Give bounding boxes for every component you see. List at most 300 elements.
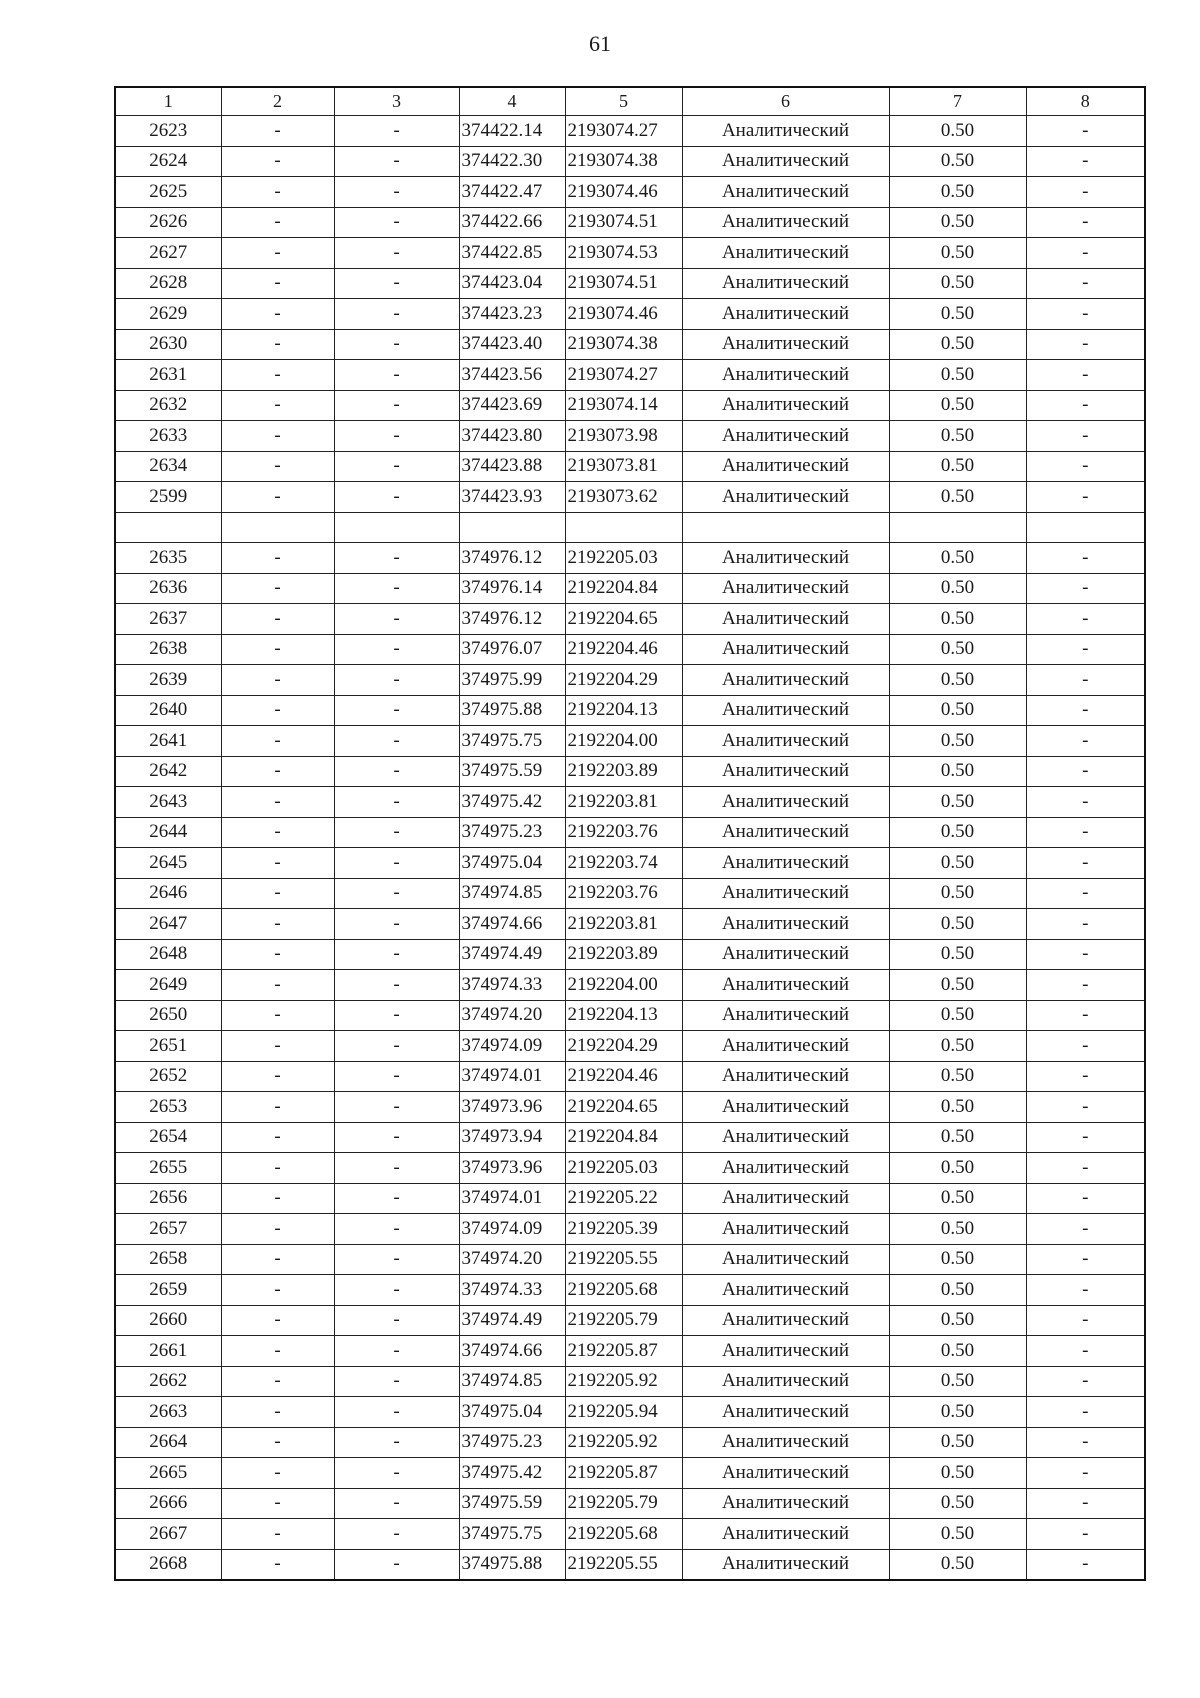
table-cell: 0.50 (889, 695, 1026, 726)
table-cell: 0.50 (889, 939, 1026, 970)
table-cell: - (221, 787, 334, 818)
table-cell: - (334, 1519, 459, 1550)
table-cell: - (334, 177, 459, 208)
table-cell: - (1026, 634, 1145, 665)
empty-cell (334, 512, 459, 543)
empty-cell (565, 512, 682, 543)
table-cell: 2663 (115, 1397, 221, 1428)
table-cell: Аналитический (682, 1092, 889, 1123)
table-cell: 374423.40 (459, 329, 565, 360)
table-row (115, 1366, 1145, 1397)
table-cell: 2192204.84 (565, 573, 682, 604)
table-cell: 0.50 (889, 1488, 1026, 1519)
table-cell: - (334, 1549, 459, 1580)
table-cell: - (221, 1397, 334, 1428)
table-cell: 374423.23 (459, 299, 565, 330)
table-cell: 2645 (115, 848, 221, 879)
table-cell: - (334, 1214, 459, 1245)
table-cell: 0.50 (889, 1153, 1026, 1184)
table-cell: 2648 (115, 939, 221, 970)
table-row (115, 1549, 1145, 1580)
table-cell: 0.50 (889, 329, 1026, 360)
table-cell: Аналитический (682, 238, 889, 269)
table-cell: 374975.88 (459, 695, 565, 726)
table-cell: - (1026, 970, 1145, 1001)
table-cell: 0.50 (889, 1305, 1026, 1336)
table-cell: 2192204.13 (565, 1000, 682, 1031)
table-cell: - (334, 939, 459, 970)
empty-cell (889, 512, 1026, 543)
table-cell: 2192204.46 (565, 634, 682, 665)
table-cell: - (334, 1000, 459, 1031)
table-cell: 2192205.55 (565, 1244, 682, 1275)
table-cell: - (221, 756, 334, 787)
table-cell: Аналитический (682, 1427, 889, 1458)
empty-cell (115, 512, 221, 543)
table-cell: 374974.85 (459, 878, 565, 909)
table-cell: - (221, 207, 334, 238)
table-row (115, 1275, 1145, 1306)
column-header: 2 (221, 87, 334, 116)
table-row (115, 1305, 1145, 1336)
table-cell: 0.50 (889, 909, 1026, 940)
table-cell: 2661 (115, 1336, 221, 1367)
table-cell: - (334, 421, 459, 452)
table-cell: 2654 (115, 1122, 221, 1153)
table-cell: 2599 (115, 482, 221, 513)
table-cell: - (334, 848, 459, 879)
table-cell: 2192203.76 (565, 878, 682, 909)
table-row (115, 1519, 1145, 1550)
table-cell: - (1026, 329, 1145, 360)
table-cell: 2192204.65 (565, 604, 682, 635)
table-cell: 374973.94 (459, 1122, 565, 1153)
table-cell: - (221, 1366, 334, 1397)
table-cell: 2662 (115, 1366, 221, 1397)
table-cell: - (1026, 1214, 1145, 1245)
table-cell: 0.50 (889, 1458, 1026, 1489)
table-cell: 374423.69 (459, 390, 565, 421)
table-cell: - (1026, 695, 1145, 726)
table-row (115, 1336, 1145, 1367)
empty-cell (221, 512, 334, 543)
table-cell: 2659 (115, 1275, 221, 1306)
table-cell: 2192203.81 (565, 787, 682, 818)
table-cell: 374976.12 (459, 543, 565, 574)
table-cell: 2192205.92 (565, 1366, 682, 1397)
column-header: 7 (889, 87, 1026, 116)
table-cell: 0.50 (889, 482, 1026, 513)
table-cell: 374975.23 (459, 817, 565, 848)
table-cell: 2658 (115, 1244, 221, 1275)
table-cell: 2192203.74 (565, 848, 682, 879)
table-cell: 2636 (115, 573, 221, 604)
table-cell: Аналитический (682, 116, 889, 147)
table-cell: 374975.42 (459, 1458, 565, 1489)
table-cell: 2643 (115, 787, 221, 818)
table-cell: 2649 (115, 970, 221, 1001)
table-cell: 0.50 (889, 878, 1026, 909)
table-header-row (115, 87, 1145, 116)
column-header: 1 (115, 87, 221, 116)
table-cell: Аналитический (682, 421, 889, 452)
table-cell: - (1026, 573, 1145, 604)
table-cell: - (221, 1122, 334, 1153)
table-cell: 0.50 (889, 207, 1026, 238)
table-cell: 374976.14 (459, 573, 565, 604)
table-cell: 0.50 (889, 360, 1026, 391)
table-cell: 374975.59 (459, 756, 565, 787)
table-cell: 2630 (115, 329, 221, 360)
table-cell: - (334, 1305, 459, 1336)
table-cell: Аналитический (682, 787, 889, 818)
table-cell: 0.50 (889, 543, 1026, 574)
table-cell: 0.50 (889, 146, 1026, 177)
table-cell: 2192204.46 (565, 1061, 682, 1092)
table-cell: 2641 (115, 726, 221, 757)
table-row (115, 848, 1145, 879)
table-cell: - (1026, 604, 1145, 635)
table-cell: 2192205.94 (565, 1397, 682, 1428)
table-cell: Аналитический (682, 146, 889, 177)
table-cell: - (334, 756, 459, 787)
table-cell: - (221, 329, 334, 360)
table-cell: - (221, 817, 334, 848)
table-cell: - (334, 146, 459, 177)
table-cell: 374976.12 (459, 604, 565, 635)
table-cell: 374974.01 (459, 1061, 565, 1092)
table-cell: - (334, 1031, 459, 1062)
table-cell: - (1026, 939, 1145, 970)
table-cell: - (1026, 543, 1145, 574)
table-cell: 374974.66 (459, 1336, 565, 1367)
table-cell: 374422.66 (459, 207, 565, 238)
table-cell: 374423.04 (459, 268, 565, 299)
table-cell: 2193073.62 (565, 482, 682, 513)
table-cell: Аналитический (682, 1214, 889, 1245)
table-cell: - (221, 177, 334, 208)
table-cell: 0.50 (889, 1549, 1026, 1580)
table-cell: 2192205.79 (565, 1305, 682, 1336)
table-cell: - (1026, 177, 1145, 208)
table-row (115, 1153, 1145, 1184)
table-cell: 0.50 (889, 1366, 1026, 1397)
table-cell: 374973.96 (459, 1153, 565, 1184)
table-cell: - (334, 573, 459, 604)
table-cell: 374975.99 (459, 665, 565, 696)
table-cell: 374975.75 (459, 726, 565, 757)
table-cell: 2624 (115, 146, 221, 177)
table-row (115, 970, 1145, 1001)
table-cell: - (221, 939, 334, 970)
table-cell: - (221, 726, 334, 757)
table-cell: 2192204.29 (565, 665, 682, 696)
table-cell: - (1026, 1061, 1145, 1092)
table-cell: 2193074.38 (565, 146, 682, 177)
table-cell: - (334, 1122, 459, 1153)
table-cell: - (334, 1061, 459, 1092)
table-cell: - (1026, 787, 1145, 818)
table-cell: 374974.01 (459, 1183, 565, 1214)
table-cell: Аналитический (682, 207, 889, 238)
table-cell: Аналитический (682, 634, 889, 665)
table-cell: 2193074.14 (565, 390, 682, 421)
table-cell: 2193073.81 (565, 451, 682, 482)
table-cell: Аналитический (682, 1519, 889, 1550)
table-cell: 0.50 (889, 1183, 1026, 1214)
table-cell: - (221, 543, 334, 574)
table-cell: - (334, 543, 459, 574)
table-cell: 374974.33 (459, 970, 565, 1001)
table-cell: 2628 (115, 268, 221, 299)
table-cell: 2667 (115, 1519, 221, 1550)
table-cell: 374974.49 (459, 1305, 565, 1336)
table-cell: Аналитический (682, 1458, 889, 1489)
empty-cell (1026, 512, 1145, 543)
table-cell: 2634 (115, 451, 221, 482)
table-cell: 2653 (115, 1092, 221, 1123)
table-cell: 2193074.27 (565, 116, 682, 147)
table-cell: 374974.66 (459, 909, 565, 940)
table-cell: - (334, 360, 459, 391)
table-cell: Аналитический (682, 299, 889, 330)
column-header: 4 (459, 87, 565, 116)
table-cell: 0.50 (889, 1031, 1026, 1062)
table-cell: 374974.09 (459, 1214, 565, 1245)
table-cell: 374974.49 (459, 939, 565, 970)
table-cell: - (221, 1214, 334, 1245)
table-cell: 2657 (115, 1214, 221, 1245)
table-row (115, 756, 1145, 787)
table-cell: Аналитический (682, 1336, 889, 1367)
table-cell: 2192203.89 (565, 939, 682, 970)
table-cell: - (1026, 1244, 1145, 1275)
table-cell: Аналитический (682, 848, 889, 879)
table-cell: 2627 (115, 238, 221, 269)
table-row (115, 1061, 1145, 1092)
table-cell: - (221, 1153, 334, 1184)
table-cell: 2192203.81 (565, 909, 682, 940)
table-row (115, 817, 1145, 848)
table-cell: 2192205.03 (565, 1153, 682, 1184)
table-cell: - (1026, 817, 1145, 848)
table-cell: 2192203.76 (565, 817, 682, 848)
table-cell: - (221, 482, 334, 513)
table-cell: - (1026, 1305, 1145, 1336)
table-cell: 2192204.00 (565, 726, 682, 757)
table-row (115, 878, 1145, 909)
table-cell: 0.50 (889, 604, 1026, 635)
empty-cell (459, 512, 565, 543)
table-cell: - (334, 634, 459, 665)
table-row (115, 177, 1145, 208)
table-cell: - (221, 299, 334, 330)
table-cell: Аналитический (682, 1122, 889, 1153)
table-row (115, 360, 1145, 391)
column-header: 3 (334, 87, 459, 116)
table-cell: Аналитический (682, 909, 889, 940)
table-cell: - (221, 970, 334, 1001)
table-cell: 2192205.68 (565, 1275, 682, 1306)
table-cell: 2644 (115, 817, 221, 848)
table-cell: - (221, 1031, 334, 1062)
table-row (115, 1244, 1145, 1275)
table-cell: 2192204.00 (565, 970, 682, 1001)
table-row (115, 1092, 1145, 1123)
table-cell: - (1026, 268, 1145, 299)
table-cell: 2668 (115, 1549, 221, 1580)
table-cell: - (1026, 1397, 1145, 1428)
table-cell: 0.50 (889, 665, 1026, 696)
table-row (115, 116, 1145, 147)
table-cell: 2192205.92 (565, 1427, 682, 1458)
table-cell: - (221, 1000, 334, 1031)
table-cell: 0.50 (889, 1397, 1026, 1428)
column-header: 5 (565, 87, 682, 116)
table-cell: 0.50 (889, 1214, 1026, 1245)
column-header: 8 (1026, 87, 1145, 116)
table-cell: - (221, 634, 334, 665)
table-cell: - (221, 604, 334, 635)
table-cell: 0.50 (889, 238, 1026, 269)
table-cell: - (334, 970, 459, 1001)
table-row (115, 1397, 1145, 1428)
table-cell: - (1026, 360, 1145, 391)
table-cell: Аналитический (682, 573, 889, 604)
table-cell: 2642 (115, 756, 221, 787)
table-row (115, 726, 1145, 757)
table-cell: - (334, 1366, 459, 1397)
table-cell: - (1026, 665, 1145, 696)
table-cell: - (1026, 1183, 1145, 1214)
table-cell: 2192205.22 (565, 1183, 682, 1214)
table-row (115, 207, 1145, 238)
table-cell: - (221, 909, 334, 940)
table-cell: - (334, 695, 459, 726)
table-cell: Аналитический (682, 1183, 889, 1214)
table-cell: 0.50 (889, 573, 1026, 604)
table-cell: - (334, 878, 459, 909)
table-cell: - (334, 1244, 459, 1275)
table-cell: 2631 (115, 360, 221, 391)
table-row (115, 1000, 1145, 1031)
table-cell: 2193074.46 (565, 299, 682, 330)
table-cell: 374423.88 (459, 451, 565, 482)
table-cell: 2650 (115, 1000, 221, 1031)
table-cell: Аналитический (682, 1305, 889, 1336)
table-cell: 0.50 (889, 177, 1026, 208)
table-cell: - (1026, 1153, 1145, 1184)
table-cell: 2664 (115, 1427, 221, 1458)
table-cell: 0.50 (889, 817, 1026, 848)
table-cell: - (1026, 1275, 1145, 1306)
table-cell: - (221, 1183, 334, 1214)
table-cell: 2637 (115, 604, 221, 635)
table-cell: - (221, 1305, 334, 1336)
table-cell: Аналитический (682, 878, 889, 909)
table-cell: 2193073.98 (565, 421, 682, 452)
table-cell: 374974.20 (459, 1000, 565, 1031)
table-cell: 0.50 (889, 1244, 1026, 1275)
table-row (115, 1427, 1145, 1458)
table-cell: - (334, 238, 459, 269)
table-cell: - (221, 1427, 334, 1458)
table-cell: - (334, 787, 459, 818)
table-cell: Аналитический (682, 756, 889, 787)
table-cell: - (1026, 1336, 1145, 1367)
table-cell: 2193074.53 (565, 238, 682, 269)
table-cell: Аналитический (682, 1549, 889, 1580)
table-cell: Аналитический (682, 665, 889, 696)
table-cell: - (1026, 1000, 1145, 1031)
table-cell: Аналитический (682, 1153, 889, 1184)
table-row (115, 1031, 1145, 1062)
coordinates-table (114, 86, 1146, 1581)
table-cell: - (334, 1458, 459, 1489)
table-cell: - (334, 817, 459, 848)
table-cell: - (221, 1488, 334, 1519)
table-cell: 2192203.89 (565, 756, 682, 787)
table-cell: - (1026, 848, 1145, 879)
table-cell: - (221, 1061, 334, 1092)
table-cell: - (1026, 1458, 1145, 1489)
table-cell: 2638 (115, 634, 221, 665)
table-cell: Аналитический (682, 1244, 889, 1275)
table-cell: - (1026, 207, 1145, 238)
table-cell: 0.50 (889, 1092, 1026, 1123)
table-cell: Аналитический (682, 695, 889, 726)
table-cell: - (1026, 1549, 1145, 1580)
table-cell: - (1026, 1031, 1145, 1062)
table-cell: 374423.80 (459, 421, 565, 452)
table-cell: 2193074.27 (565, 360, 682, 391)
table-cell: 374422.30 (459, 146, 565, 177)
table-row (115, 238, 1145, 269)
table-cell: 374423.93 (459, 482, 565, 513)
table-cell: 2660 (115, 1305, 221, 1336)
table-row (115, 1183, 1145, 1214)
table-cell: Аналитический (682, 726, 889, 757)
table-cell: - (1026, 1519, 1145, 1550)
table-row (115, 695, 1145, 726)
table-cell: - (221, 268, 334, 299)
table-row (115, 329, 1145, 360)
table-cell: 374975.23 (459, 1427, 565, 1458)
table-cell: 0.50 (889, 1122, 1026, 1153)
table-cell: - (221, 1275, 334, 1306)
table-cell: Аналитический (682, 939, 889, 970)
table-body (115, 116, 1145, 1581)
table-cell: - (334, 207, 459, 238)
table-cell: Аналитический (682, 1366, 889, 1397)
table-cell: 0.50 (889, 634, 1026, 665)
table-cell: - (221, 878, 334, 909)
table-cell: - (334, 726, 459, 757)
table-cell: - (334, 1275, 459, 1306)
table-cell: 2666 (115, 1488, 221, 1519)
table-cell: - (1026, 726, 1145, 757)
table-row (115, 299, 1145, 330)
table-cell: 2193074.51 (565, 207, 682, 238)
table-cell: 2192204.84 (565, 1122, 682, 1153)
table-cell: - (1026, 390, 1145, 421)
table-cell: - (334, 390, 459, 421)
table-cell: 0.50 (889, 1336, 1026, 1367)
table-row (115, 573, 1145, 604)
table-cell: 0.50 (889, 1275, 1026, 1306)
table-cell: 2646 (115, 878, 221, 909)
table-cell: Аналитический (682, 1488, 889, 1519)
